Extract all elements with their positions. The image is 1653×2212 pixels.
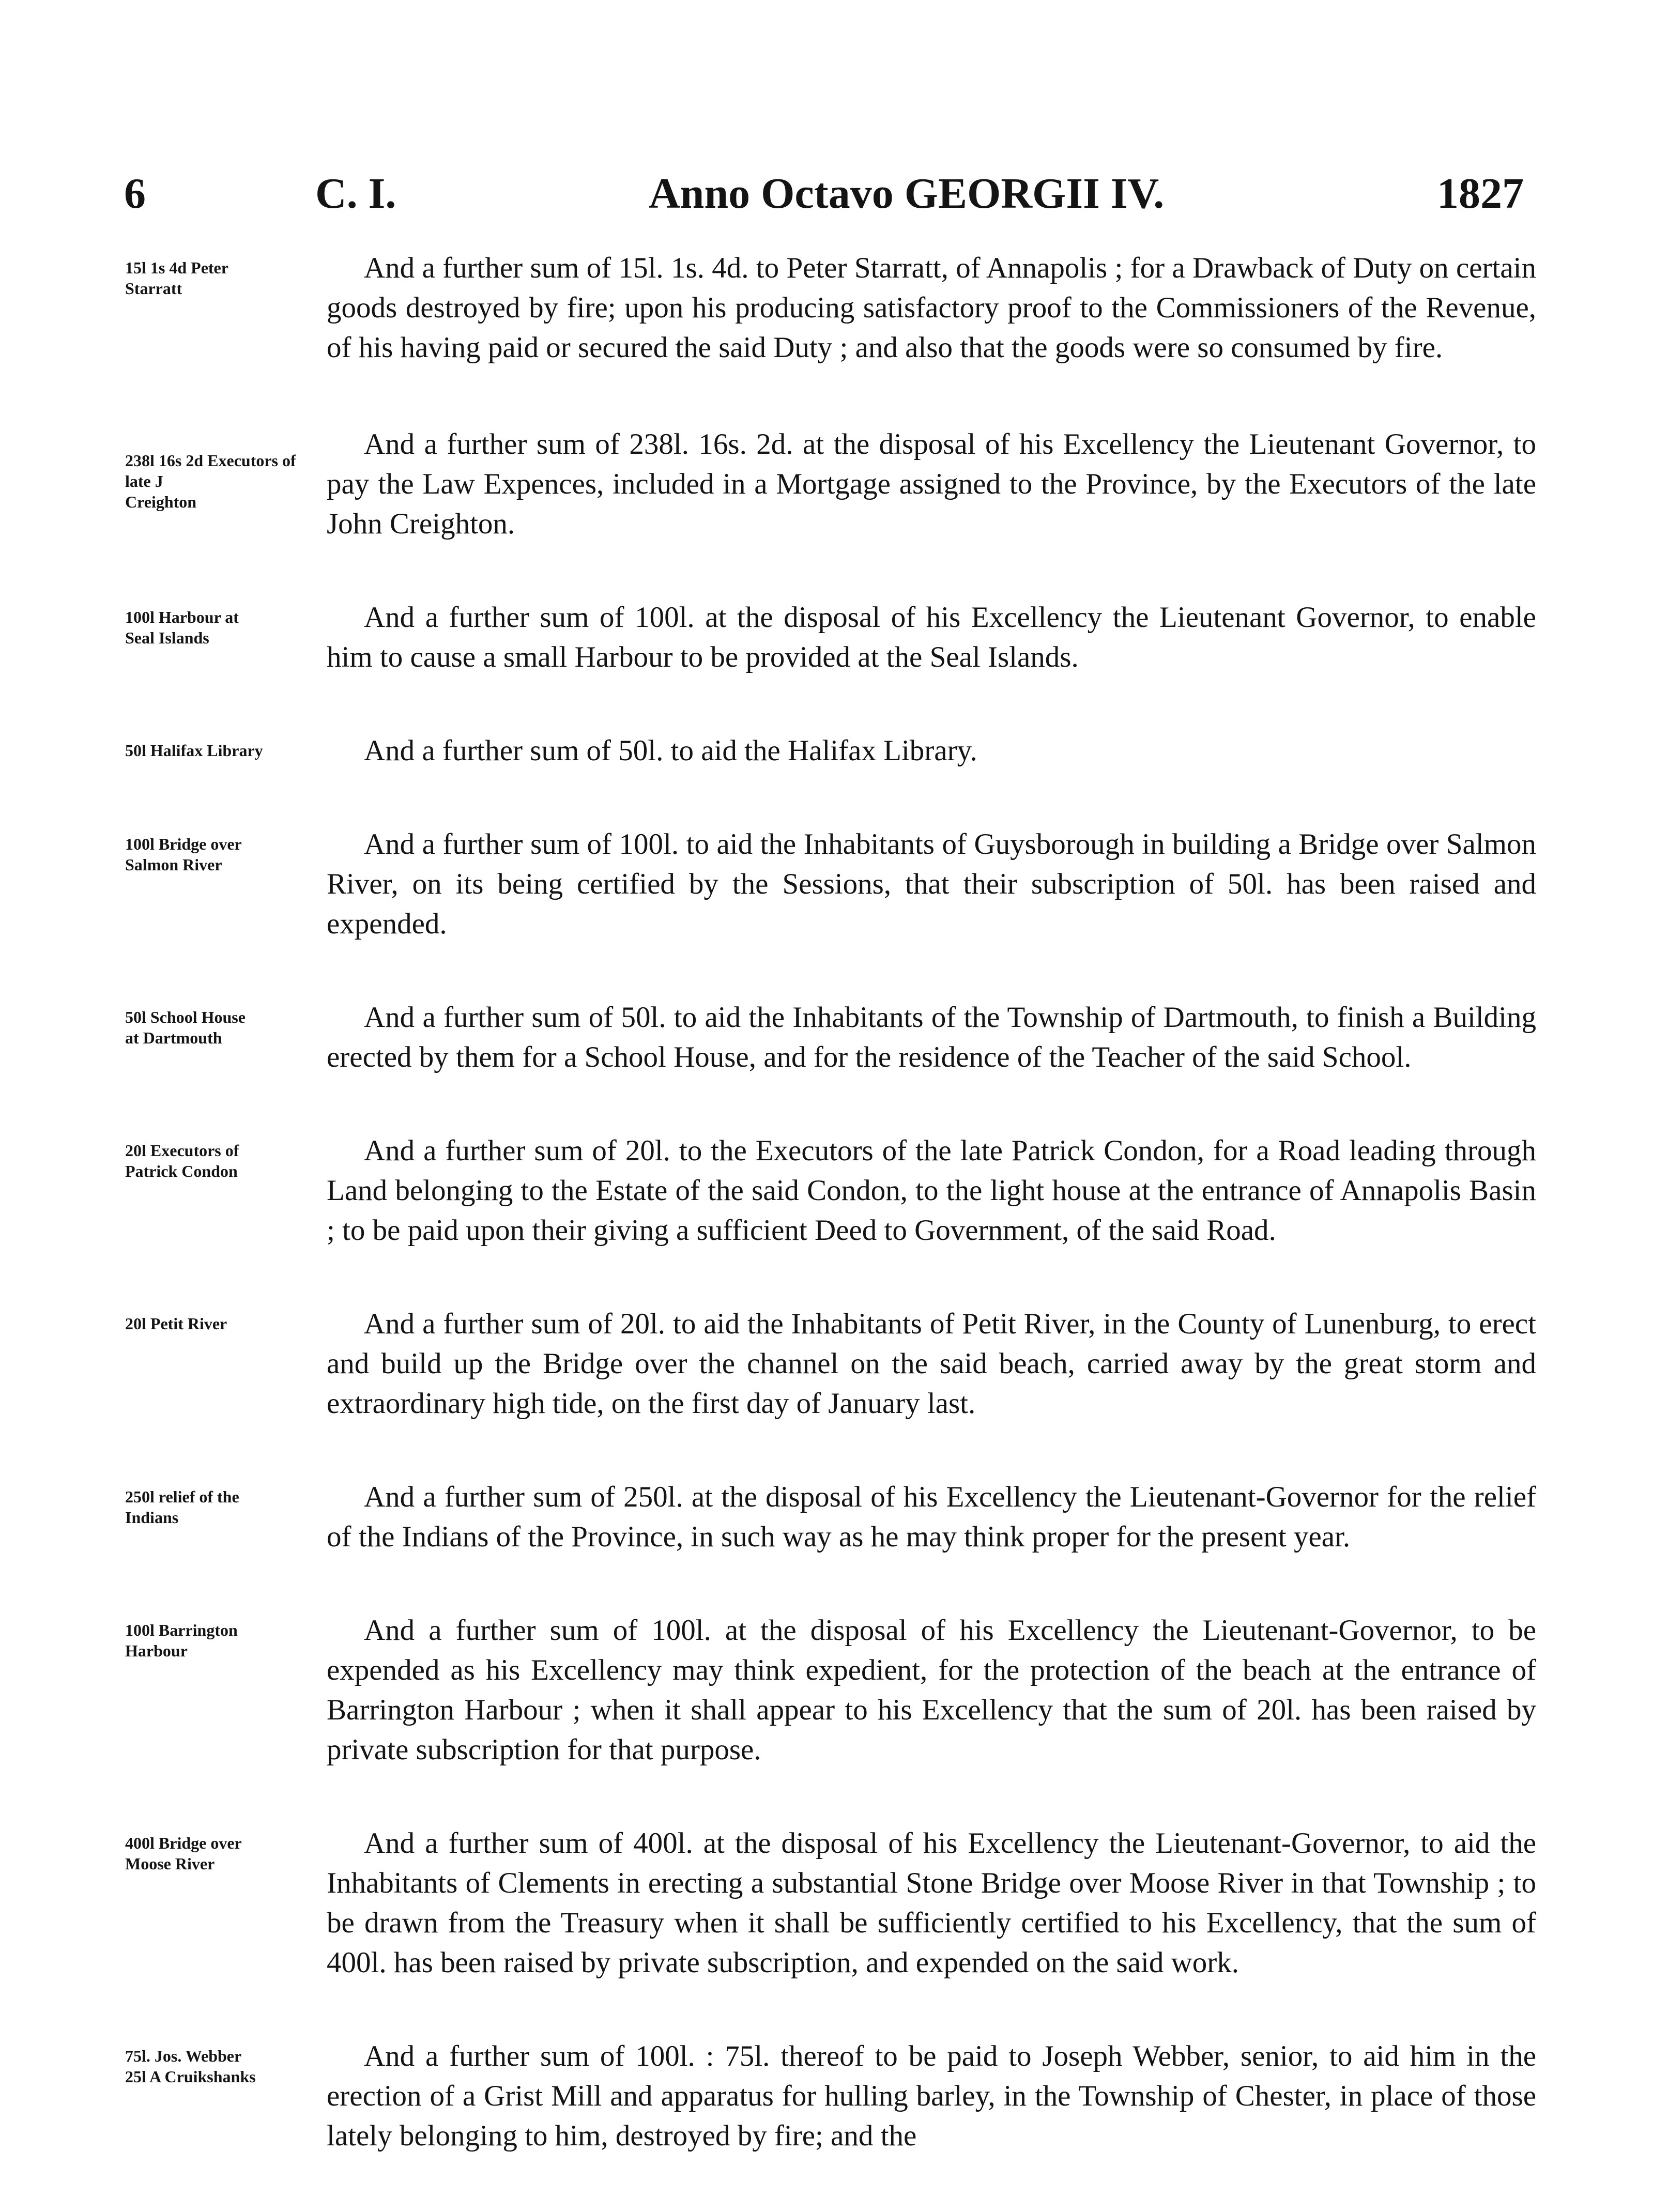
margin-note: 20l Petit River [125,1314,227,1333]
entry-moose-river-bridge [0,1823,1653,1983]
entry-seal-islands-harbour [0,597,1653,677]
chapter-label: C. I. [315,170,396,218]
entry-text: And a further sum of 50l. to aid the Inhabitants of the Township of Dartmouth, to finish a Building erected by them for a School House, and for the residence of the Teacher of the said School. [327,1001,1536,1073]
entry-barrington-harbour [0,1610,1653,1770]
page-header [0,165,1653,227]
entry-salmon-river-bridge [0,824,1653,944]
margin-note: 20l Executors of Patrick Condon [125,1141,239,1180]
year-label: 1827 [1437,170,1524,218]
entry-text: And a further sum of 100l. at the disposal of his Excellency the Lieutenant Governor, to enable him to cause a small Harbour to be provided at the Seal Islands. [327,601,1536,673]
page-number: 6 [124,170,146,218]
margin-note: 250l relief of the Indians [125,1487,239,1527]
entry-text: And a further sum of 20l. to aid the Inhabitants of Petit River, in the County of Lunenburg, to erect and build up the Bridge over the channel on the said beach, carried away by the great storm and extraordinary high tide, on the first day of January last. [327,1308,1536,1420]
entry-text: And a further sum of 100l. at the disposal of his Excellency the Lieutenant-Governor, to be expended as his Excellency may think expedient, for the protection of the beach at the entrance of Barrington Harbour ; when it shall appear to his Excellency that the sum of 20l. has been raised by private subscription for that purpose. [327,1614,1536,1766]
entry-halifax-library [0,731,1653,771]
entry-creighton-executors [0,424,1653,544]
margin-note: 238l 16s 2d Executors of late J Creighton [125,451,296,511]
margin-note: 100l Barrington Harbour [125,1621,238,1660]
entry-text: And a further sum of 15l. 1s. 4d. to Peter Starratt, of Annapolis ; for a Drawback of Duty on certain goods destroyed by fire; upon his producing satisfactory proof to the Commissioners of the Revenue, of his having paid or secured the said Duty ; and also that the goods were so consumed by fire. [327,252,1536,364]
running-title: Anno Octavo GEORGII IV. [649,170,1165,218]
entry-text: And a further sum of 100l. : 75l. thereof to be paid to Joseph Webber, senior, to aid him in the erection of a Grist Mill and apparatus for hulling barley, in the Township of Chester, in place of those lately belonging to him, destroyed by fire; and the [327,2040,1536,2152]
entry-text: And a further sum of 20l. to the Executors of the late Patrick Condon, for a Road leading through Land belonging to the Estate of the said Condon, to the light house at the entrance of Annapolis Basin ; to be paid upon their giving a sufficient Deed to Government, of the said Road. [327,1134,1536,1247]
appropriation-entries [0,248,1653,2209]
margin-note: 75l. Jos. Webber 25l A Cruikshanks [125,2047,256,2086]
entry-text: And a further sum of 250l. at the disposal of his Excellency the Lieutenant-Governor for the relief of the Indians of the Province, in such way as he may think proper for the present year. [327,1481,1536,1553]
entry-text: And a further sum of 100l. to aid the Inhabitants of Guysborough in building a Bridge over Salmon River, on its being certified by the Sessions, that their subscription of 50l. has been raised and expended. [327,828,1536,940]
entry-text: And a further sum of 238l. 16s. 2d. at the disposal of his Excellency the Lieutenant Governor, to pay the Law Expences, included in a Mortgage assigned to the Province, by the Executors of the late John Creighton. [327,428,1536,540]
entry-webber-cruikshanks [0,2036,1653,2156]
entry-peter-starratt [0,248,1653,367]
entry-petit-river [0,1304,1653,1423]
entry-condon-executors [0,1131,1653,1250]
entry-indians-relief [0,1477,1653,1557]
margin-note: 15l 1s 4d Peter Starratt [125,258,228,298]
margin-note: 400l Bridge over Moose River [125,1834,242,1873]
entry-dartmouth-school-house [0,997,1653,1077]
entry-text: And a further sum of 50l. to aid the Halifax Library. [364,734,977,767]
margin-note: 50l School House at Dartmouth [125,1008,246,1047]
margin-note: 100l Bridge over Salmon River [125,835,242,874]
margin-note: 50l Halifax Library [125,741,263,760]
margin-note: 100l Harbour at Seal Islands [125,608,239,647]
entry-text: And a further sum of 400l. at the disposal of his Excellency the Lieutenant-Governor, to aid the Inhabitants of Clements in erecting a substantial Stone Bridge over Moose River in that Township ; to be drawn from the Treasury when it shall be sufficiently certified to his Excellency, that the sum of 400l. has been raised by private subscription, and expended on the said work. [327,1827,1536,1979]
